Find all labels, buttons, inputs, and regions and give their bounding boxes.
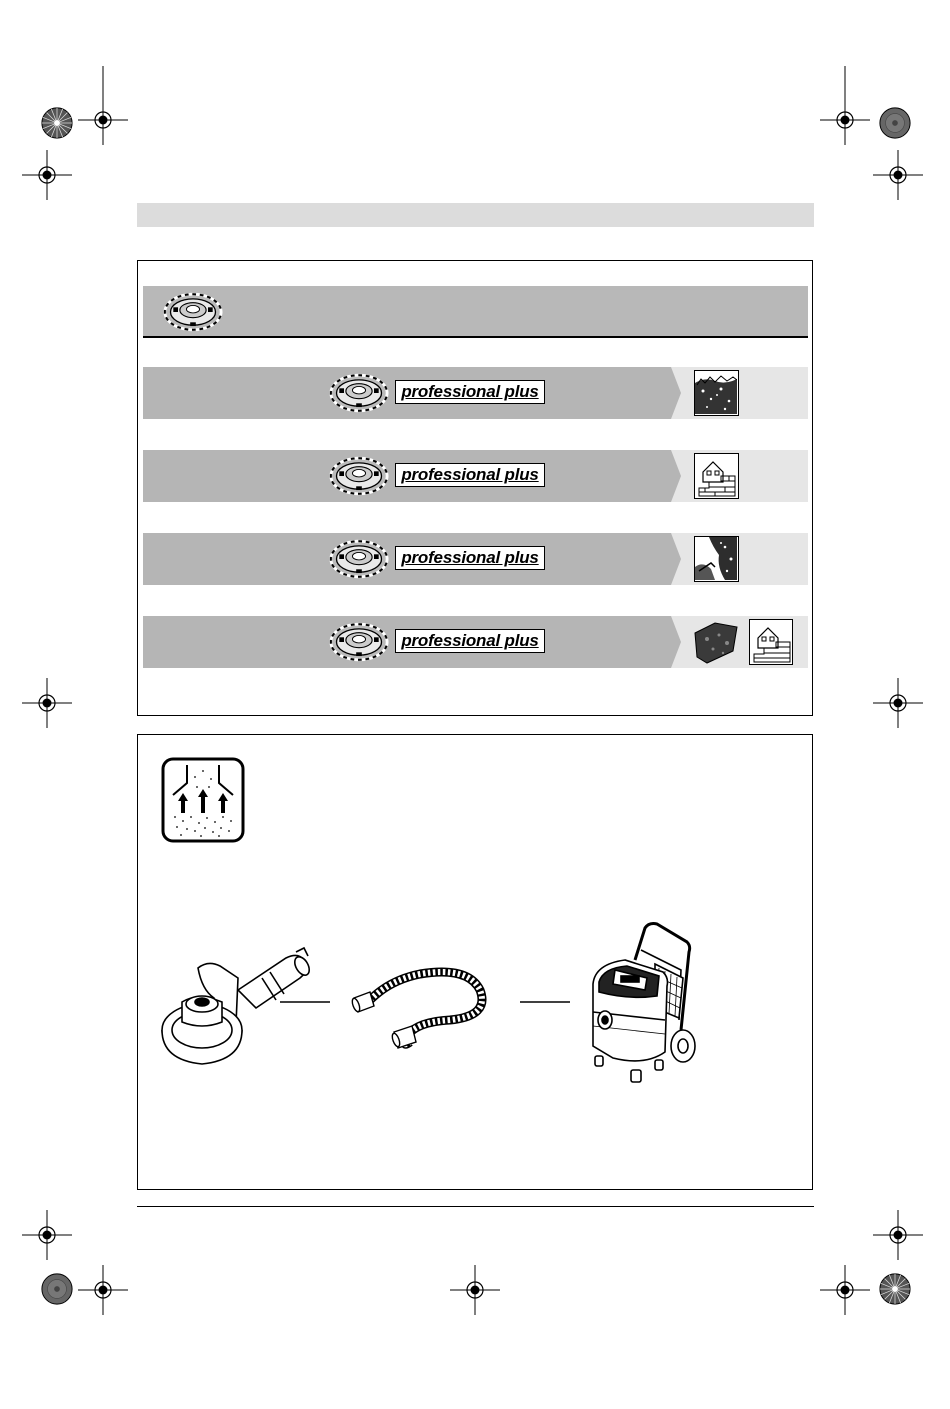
diamond-cup-wheel-icon [329, 622, 389, 662]
dust-extractor-icon [585, 920, 705, 1090]
crop-line [844, 66, 846, 96]
dust-extraction-icon [161, 757, 245, 843]
registration-mark-icon [820, 95, 870, 145]
registration-mark-icon [22, 678, 72, 728]
product-row-1 [143, 367, 808, 419]
brand-label: professional plus [395, 546, 545, 570]
color-wheel-icon [40, 106, 74, 140]
suction-hose-icon [350, 950, 500, 1060]
registration-mark-icon [450, 1265, 500, 1315]
application-masonry-icon [749, 619, 793, 665]
connector-line [520, 1000, 570, 1004]
color-wheel-icon [40, 1272, 74, 1306]
connector-line [280, 1000, 330, 1004]
application-masonry-icon [694, 453, 739, 499]
color-wheel-icon [878, 106, 912, 140]
diamond-cup-wheel-icon [329, 373, 389, 413]
application-plaster-icon [694, 536, 739, 582]
panel-header-band [143, 286, 808, 338]
registration-mark-icon [820, 1265, 870, 1315]
diamond-cup-wheel-icon [329, 539, 389, 579]
diamond-cup-wheel-icon [163, 292, 223, 332]
product-row-4 [143, 616, 808, 668]
brand-label: professional plus [395, 629, 545, 653]
header-bar [137, 203, 814, 227]
registration-mark-icon [78, 95, 128, 145]
crop-line [102, 66, 104, 96]
product-row-2 [143, 450, 808, 502]
product-row-3 [143, 533, 808, 585]
registration-mark-icon [873, 678, 923, 728]
color-wheel-icon [878, 1272, 912, 1306]
registration-mark-icon [78, 1265, 128, 1315]
registration-mark-icon [22, 1210, 72, 1260]
registration-mark-icon [22, 150, 72, 200]
application-concrete-icon [694, 370, 739, 416]
registration-mark-icon [873, 150, 923, 200]
footer-rule [137, 1206, 814, 1207]
registration-mark-icon [873, 1210, 923, 1260]
brand-label: professional plus [395, 463, 545, 487]
brand-label: professional plus [395, 380, 545, 404]
diamond-cup-wheel-icon [329, 456, 389, 496]
application-stone-icon [693, 619, 739, 665]
